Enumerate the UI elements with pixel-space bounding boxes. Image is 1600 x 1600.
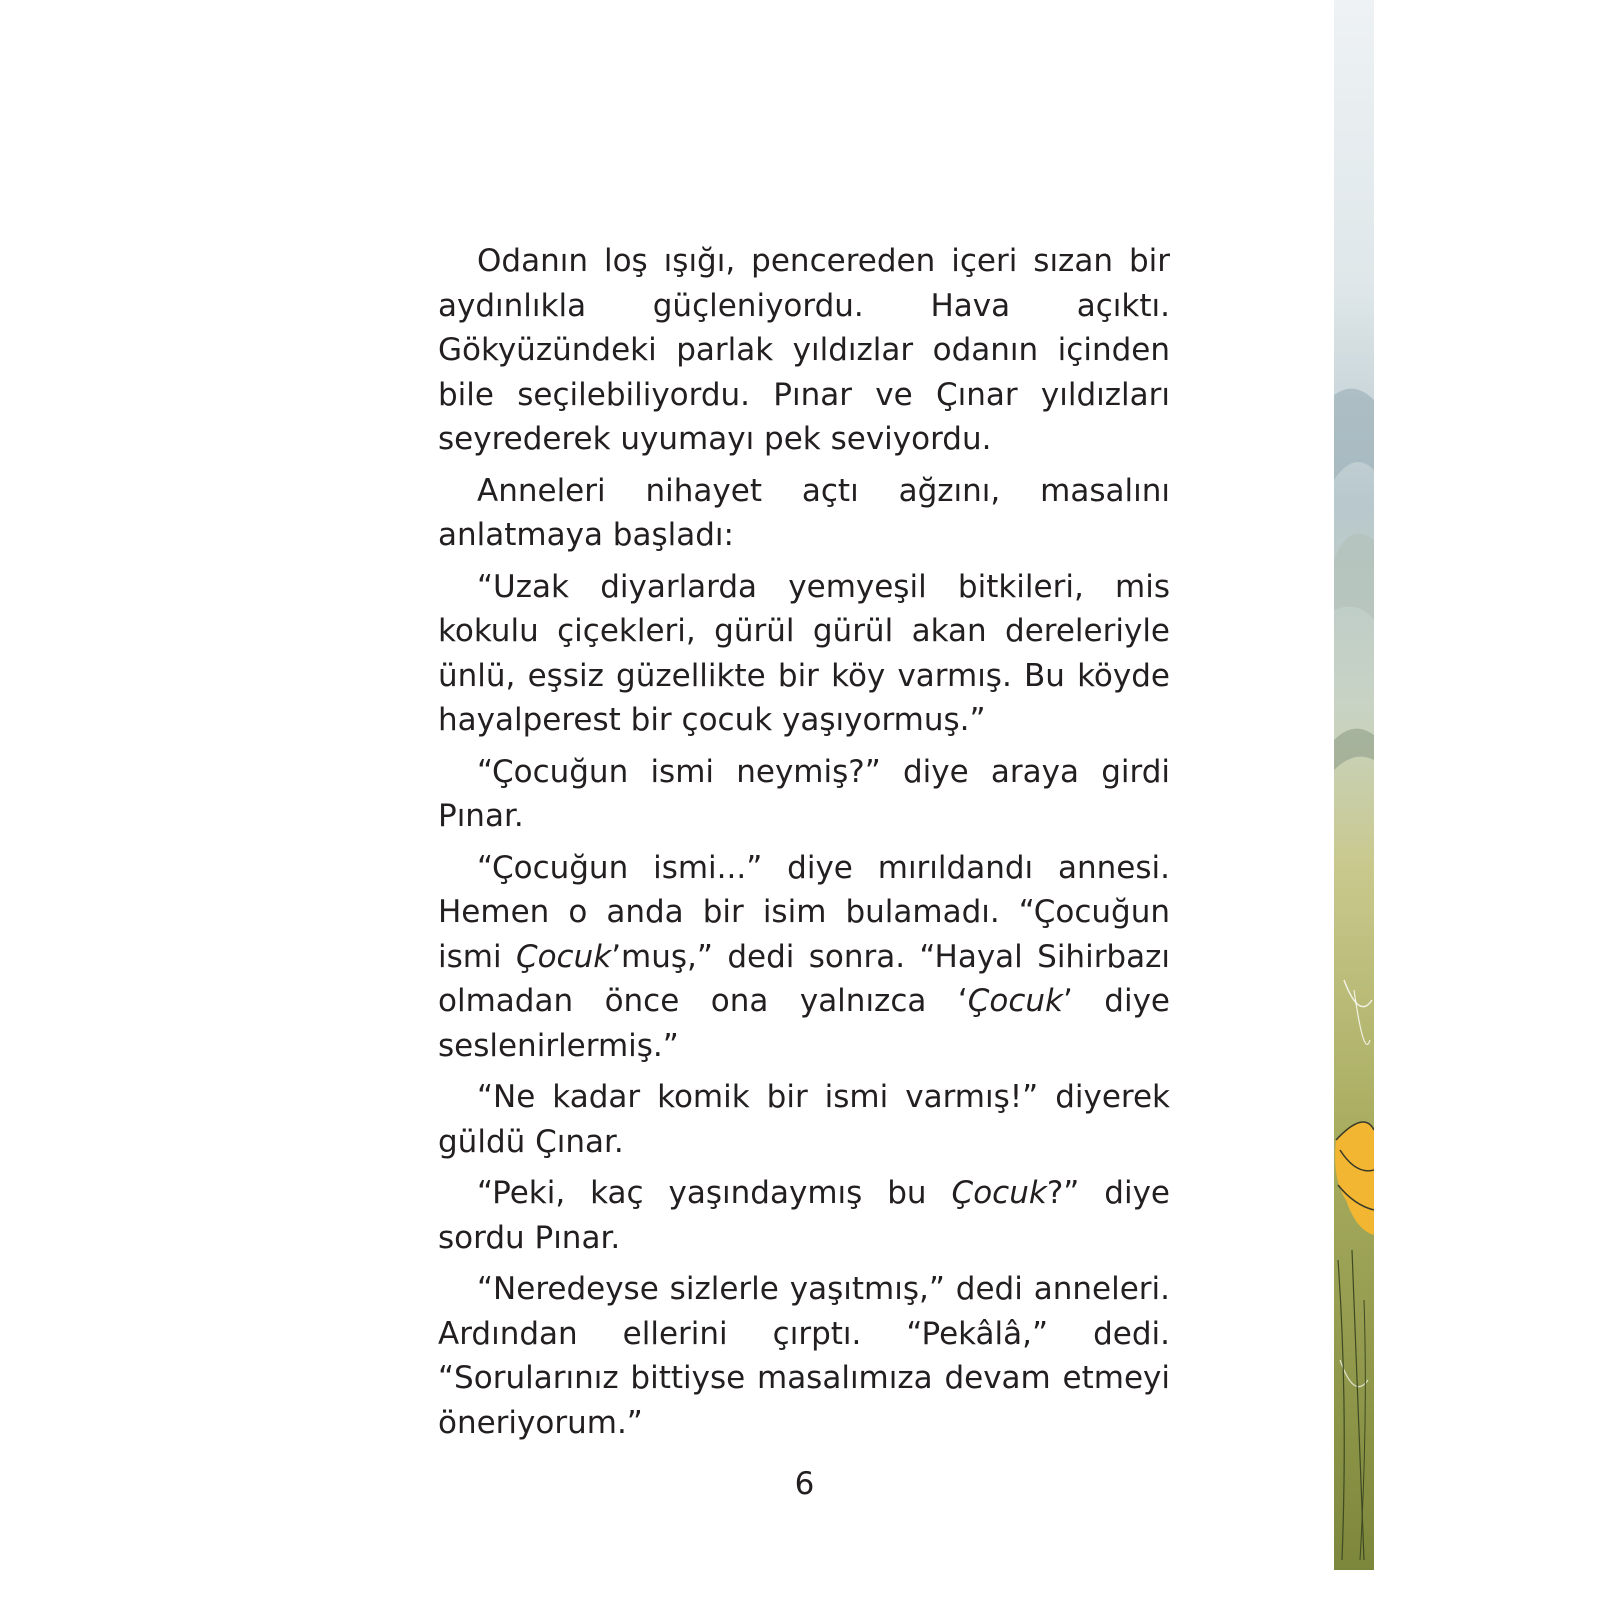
text-run: ’muş,” dedi sonra. “Hayal Sihirbazı olmadan önce ona yalnızca ‘ <box>438 938 1170 1019</box>
text-run: “Peki, kaç yaşındaymış bu <box>477 1175 952 1211</box>
paragraph <box>438 846 1170 1069</box>
italic-text: Çocuk <box>951 1175 1047 1211</box>
paragraph <box>438 1075 1170 1164</box>
italic-text: Çocuk <box>967 983 1063 1019</box>
paragraph <box>438 1267 1170 1445</box>
text-run: ’ diye seslenirlermiş.” <box>438 983 1171 1064</box>
paragraph <box>438 750 1170 839</box>
paragraph <box>438 1171 1170 1260</box>
page-number: 6 <box>794 1466 815 1502</box>
text-run: “Çocuğun ismi neymiş?” diye araya girdi Pınar. <box>438 753 1170 834</box>
paragraph <box>438 469 1170 558</box>
illustration-strip-art <box>1334 0 1374 1570</box>
text-run: “Neredeyse sizlerle yaşıtmış,” dedi anneleri. Ardından ellerini çırptı. “Pekâlâ,” dedi. “Sorularınız bittiyse masalımıza devam etmeyi öneriyorum.” <box>438 1271 1170 1441</box>
story-text <box>438 239 1170 1452</box>
italic-text: Çocuk <box>515 938 612 975</box>
text-run: “Ne kadar komik bir ismi varmış!” diyerek güldü Çınar. <box>438 1079 1170 1160</box>
paragraph <box>438 565 1170 743</box>
text-run: Anneleri nihayet açtı ağzını, masalını anlatmaya başladı: <box>438 472 1170 553</box>
text-run: “Uzak diyarlarda yemyeşil bitkileri, mis kokulu çiçekleri, gürül gürül akan dereleriyle ünlü, eşsiz güzellikte bir köy varmış. Bu köyde hayalperest bir çocuk yaşıyormuş.” <box>438 568 1170 738</box>
illustration-strip <box>1334 0 1374 1570</box>
text-run: “Çocuğun ismi...” diye mırıldandı annesi. Hemen o anda bir isim bulamadı. “Çocuğun ismi <box>438 849 1170 975</box>
text-run: Odanın loş ışığı, pencereden içeri sızan bir aydınlıkla güçleniyordu. Hava açıktı. Gökyüzündeki parlak yıldızlar odanın içinden bile seçilebiliyordu. Pınar ve Çınar yıldızları seyrederek uyumayı pek seviyordu. <box>438 243 1170 457</box>
paragraph <box>438 239 1170 462</box>
text-run: ?” diye sordu Pınar. <box>438 1175 1170 1256</box>
